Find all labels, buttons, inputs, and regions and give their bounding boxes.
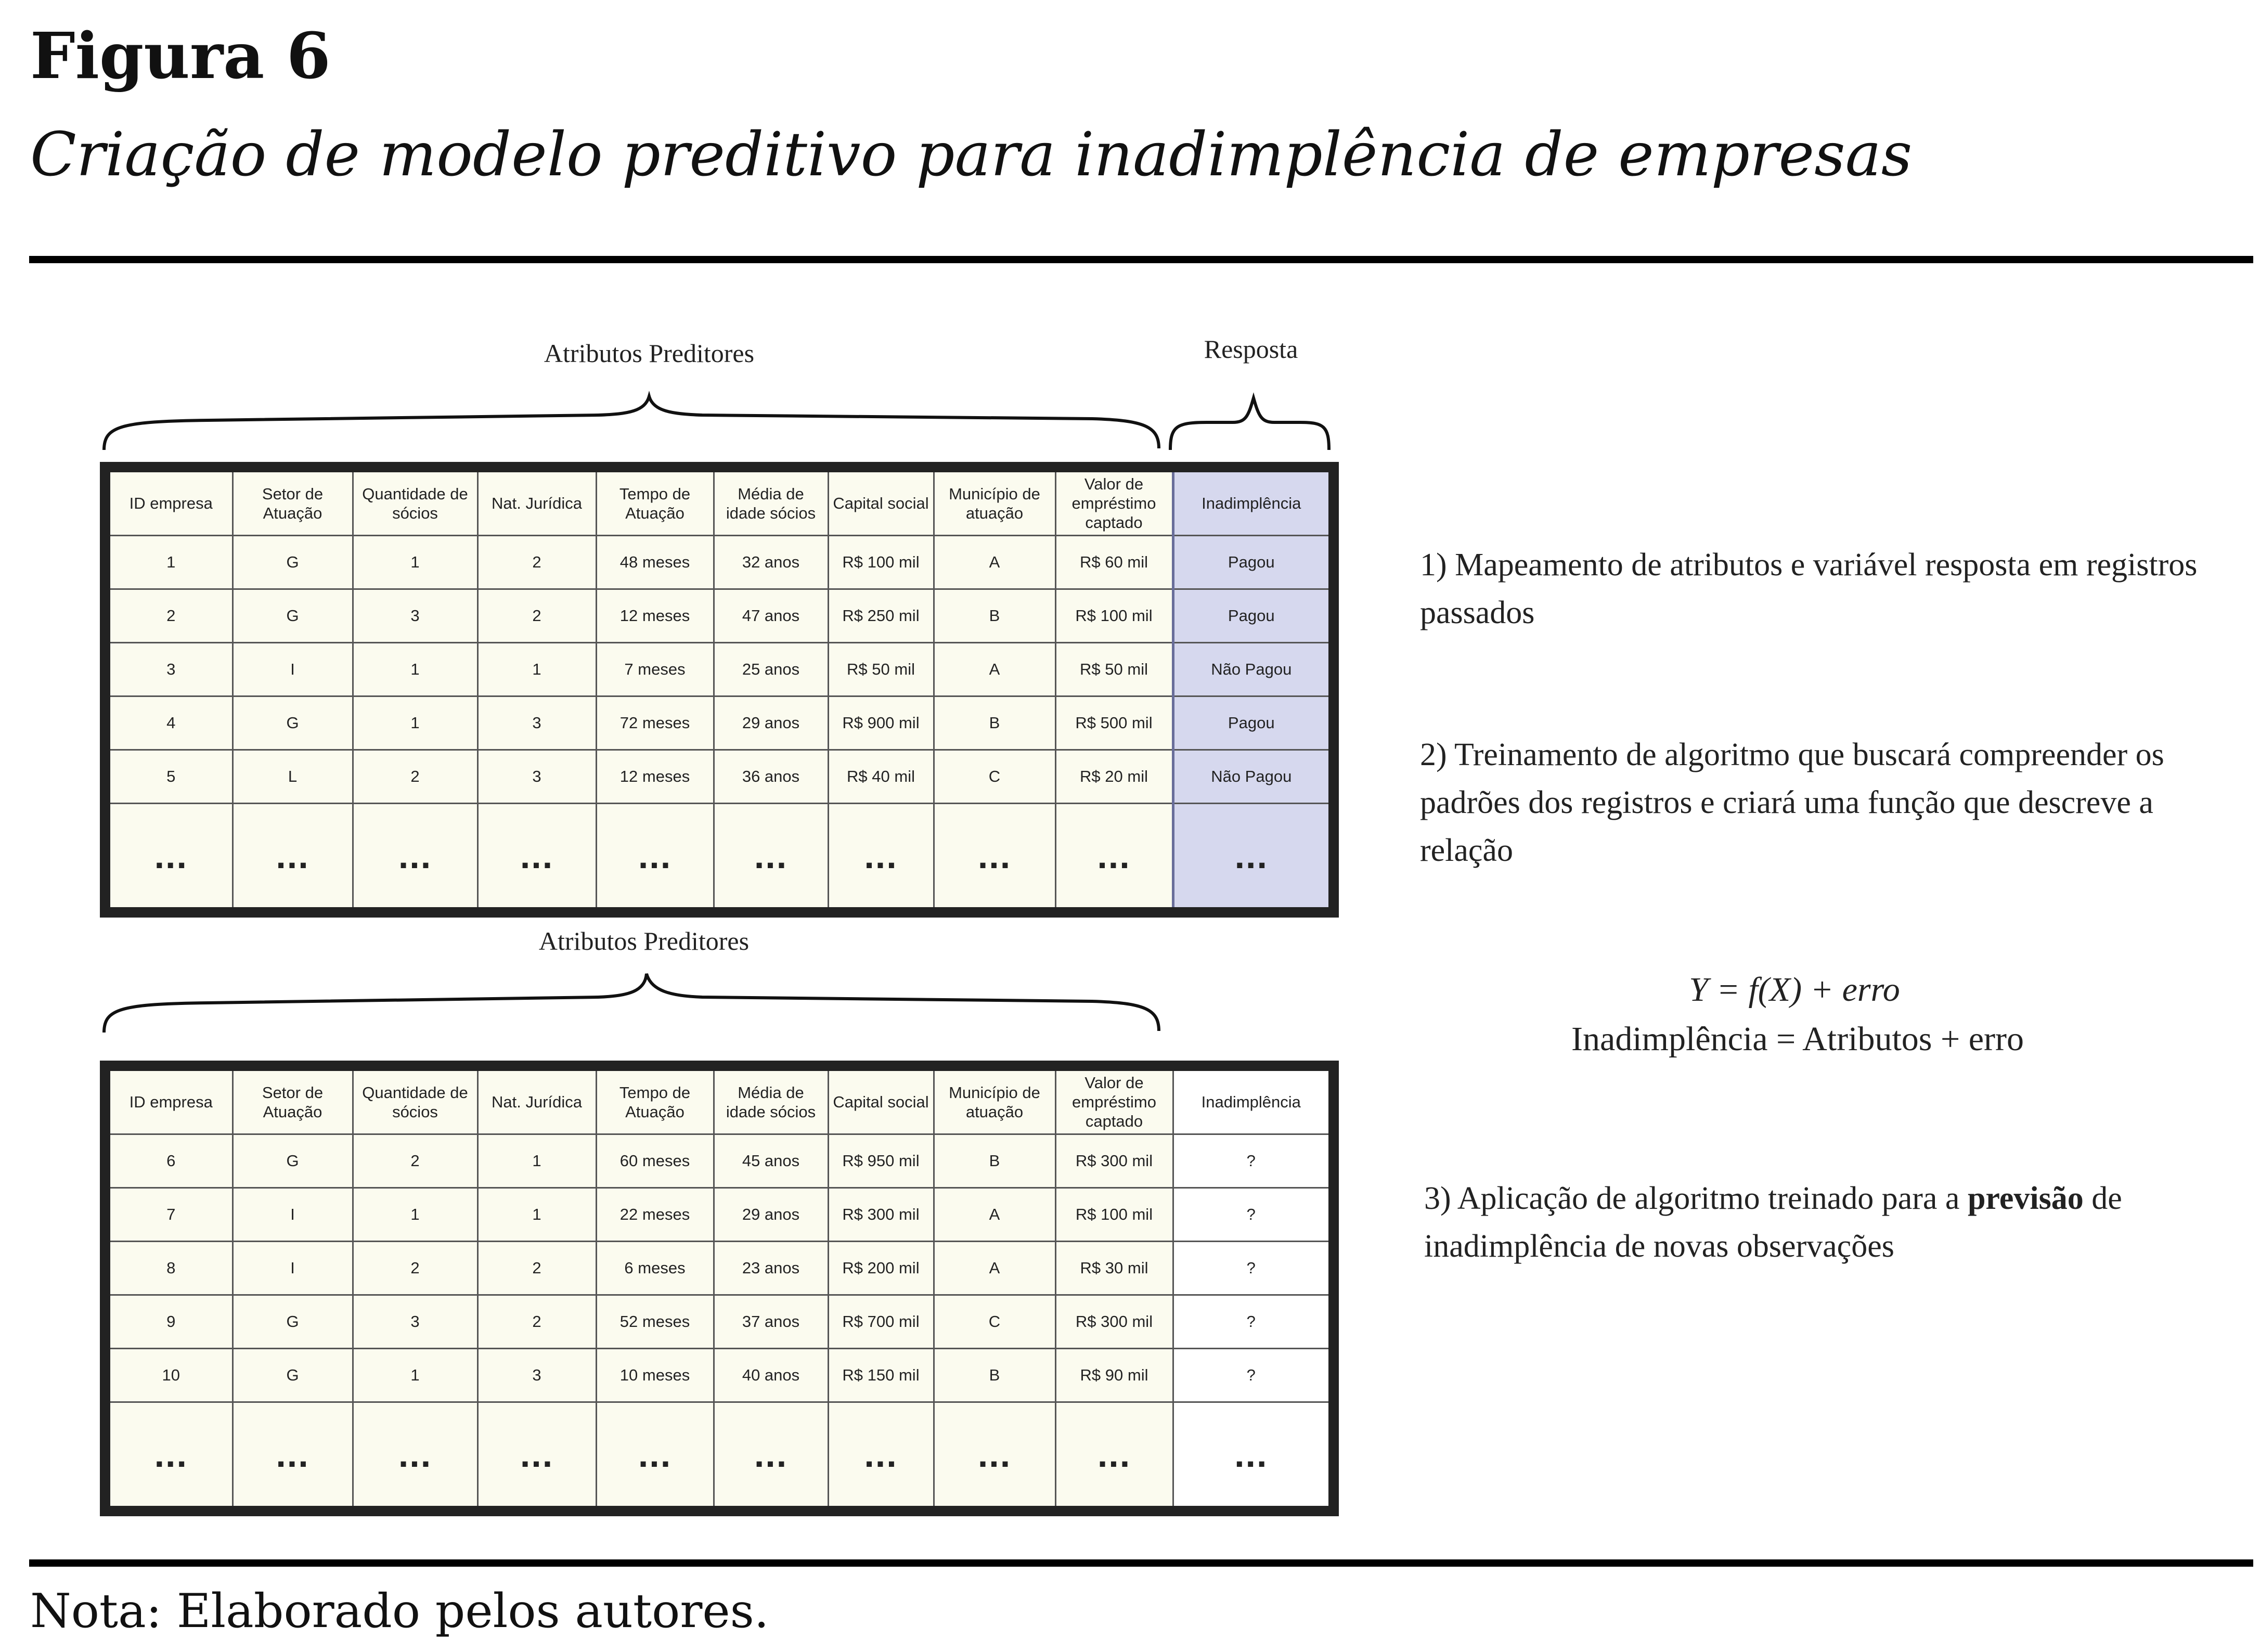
table-cell: A xyxy=(934,1241,1055,1295)
table-cell: G xyxy=(233,696,353,750)
table-cell: R$ 40 mil xyxy=(828,750,934,803)
column-header: Município de atuação xyxy=(934,1066,1055,1134)
table-cell: Pagou xyxy=(1173,589,1334,642)
ellipsis-cell: ... xyxy=(353,803,477,912)
ellipsis-cell: ... xyxy=(477,1402,596,1511)
column-header: Setor de Atuação xyxy=(233,1066,353,1134)
ellipsis-cell: ... xyxy=(596,803,714,912)
table-cell: 45 anos xyxy=(714,1134,828,1188)
table-cell: 52 meses xyxy=(596,1295,714,1348)
table-cell: A xyxy=(934,535,1055,589)
ellipsis-cell: ... xyxy=(596,1402,714,1511)
table-row xyxy=(105,750,1334,803)
table-row xyxy=(105,589,1334,642)
table-cell: 32 anos xyxy=(714,535,828,589)
table-cell: R$ 900 mil xyxy=(828,696,934,750)
table-cell: B xyxy=(934,1134,1055,1188)
ellipsis-row xyxy=(105,803,1334,912)
column-header: Nat. Jurídica xyxy=(477,1066,596,1134)
table-cell: R$ 50 mil xyxy=(828,642,934,696)
table-cell: R$ 100 mil xyxy=(828,535,934,589)
table-cell: 1 xyxy=(477,1188,596,1241)
table-cell: 40 anos xyxy=(714,1348,828,1402)
response-label: Resposta xyxy=(1204,334,1298,364)
table-cell: ? xyxy=(1173,1134,1334,1188)
column-header: Quantidade de sócios xyxy=(353,467,477,535)
header-row xyxy=(105,467,1334,535)
table-cell: 3 xyxy=(353,589,477,642)
table-cell: 2 xyxy=(477,535,596,589)
table-cell: Não Pagou xyxy=(1173,750,1334,803)
equation-formula: Y = f(X) + erro xyxy=(1689,971,1900,1009)
table-cell: 1 xyxy=(477,1134,596,1188)
table-cell: 29 anos xyxy=(714,1188,828,1241)
brace-predictors-top xyxy=(104,396,1159,450)
table-cell: 2 xyxy=(353,750,477,803)
table-cell: R$ 150 mil xyxy=(828,1348,934,1402)
column-header: Capital social xyxy=(828,1066,934,1134)
table-cell: 3 xyxy=(477,1348,596,1402)
ellipsis-cell: ... xyxy=(233,803,353,912)
table-cell: 47 anos xyxy=(714,589,828,642)
table-cell: 23 anos xyxy=(714,1241,828,1295)
table-cell: R$ 100 mil xyxy=(1055,1188,1173,1241)
table-cell: G xyxy=(233,589,353,642)
table-cell: Não Pagou xyxy=(1173,642,1334,696)
column-header: Valor de empréstimo captado xyxy=(1055,1066,1173,1134)
table-cell: G xyxy=(233,1134,353,1188)
table-cell: 6 meses xyxy=(596,1241,714,1295)
table-cell: Pagou xyxy=(1173,535,1334,589)
ellipsis-cell: ... xyxy=(105,1402,233,1511)
table-row xyxy=(105,1241,1334,1295)
ellipsis-cell: ... xyxy=(477,803,596,912)
ellipsis-cell: ... xyxy=(934,803,1055,912)
table-cell: L xyxy=(233,750,353,803)
table-cell: 1 xyxy=(477,642,596,696)
table-cell: R$ 950 mil xyxy=(828,1134,934,1188)
table-cell: 7 meses xyxy=(596,642,714,696)
table-cell: C xyxy=(934,1295,1055,1348)
table-cell: 2 xyxy=(353,1134,477,1188)
table-cell: 12 meses xyxy=(596,750,714,803)
ellipsis-row xyxy=(105,1402,1334,1511)
table-cell: 3 xyxy=(353,1295,477,1348)
table-cell: 5 xyxy=(105,750,233,803)
ellipsis-cell: ... xyxy=(1055,803,1173,912)
table-row xyxy=(105,1348,1334,1402)
table-cell: 1 xyxy=(353,642,477,696)
table-cell: R$ 200 mil xyxy=(828,1241,934,1295)
table-cell: R$ 250 mil xyxy=(828,589,934,642)
column-header: Quantidade de sócios xyxy=(353,1066,477,1134)
table-cell: I xyxy=(233,1241,353,1295)
table-cell: 3 xyxy=(477,696,596,750)
step-3-text xyxy=(1424,1175,2236,1270)
ellipsis-cell: ... xyxy=(934,1402,1055,1511)
table-cell: 2 xyxy=(353,1241,477,1295)
ellipsis-cell: ... xyxy=(1173,803,1334,912)
step-3-bold: previsão xyxy=(1967,1181,2084,1216)
table-cell: 25 anos xyxy=(714,642,828,696)
column-header: Valor de empréstimo captado xyxy=(1055,467,1173,535)
figure-note: Nota: Elaborado pelos autores. xyxy=(30,1584,769,1638)
table-cell: R$ 300 mil xyxy=(828,1188,934,1241)
step-1-text: 1) Mapeamento de atributos e variável resposta em registros passados xyxy=(1420,547,2198,630)
table-row xyxy=(105,1188,1334,1241)
column-header: ID empresa xyxy=(105,1066,233,1134)
table-cell: A xyxy=(934,1188,1055,1241)
table-cell: 7 xyxy=(105,1188,233,1241)
table-cell: R$ 300 mil xyxy=(1055,1134,1173,1188)
table-row xyxy=(105,1134,1334,1188)
table-cell: 1 xyxy=(353,1188,477,1241)
ellipsis-cell: ... xyxy=(714,1402,828,1511)
step-3-post: de inadimplência de novas observações xyxy=(1424,1181,2122,1264)
table-cell: 3 xyxy=(105,642,233,696)
table-cell: R$ 30 mil xyxy=(1055,1241,1173,1295)
figure-title: Criação de modelo preditivo para inadimplência de empresas xyxy=(30,120,1913,190)
table-cell: 10 xyxy=(105,1348,233,1402)
table-cell: 29 anos xyxy=(714,696,828,750)
table-cell: G xyxy=(233,535,353,589)
table-cell: B xyxy=(934,696,1055,750)
table-cell: R$ 90 mil xyxy=(1055,1348,1173,1402)
equation-description: Inadimplência = Atributos + erro xyxy=(1571,1020,2024,1058)
table-row xyxy=(105,535,1334,589)
step-2-text: 2) Treinamento de algoritmo que buscará compreender os padrões dos registros e criará uma função que descreve a relação xyxy=(1420,737,2164,868)
table-cell: R$ 100 mil xyxy=(1055,589,1173,642)
column-header: Inadimplência xyxy=(1173,467,1334,535)
column-header: Município de atuação xyxy=(934,467,1055,535)
predictors-label-top: Atributos Preditores xyxy=(544,339,755,368)
table-cell: 36 anos xyxy=(714,750,828,803)
table-cell: 48 meses xyxy=(596,535,714,589)
column-header: Nat. Jurídica xyxy=(477,467,596,535)
table-cell: G xyxy=(233,1348,353,1402)
table-cell: 22 meses xyxy=(596,1188,714,1241)
column-header: Capital social xyxy=(828,467,934,535)
column-header: Inadimplência xyxy=(1173,1066,1334,1134)
table-cell: 9 xyxy=(105,1295,233,1348)
ellipsis-cell: ... xyxy=(105,803,233,912)
ellipsis-cell: ... xyxy=(828,1402,934,1511)
figure-label: Figura 6 xyxy=(30,18,331,93)
column-header: Tempo de Atuação xyxy=(596,1066,714,1134)
column-header: ID empresa xyxy=(105,467,233,535)
table-cell: 2 xyxy=(477,589,596,642)
table-cell: 4 xyxy=(105,696,233,750)
table-cell: C xyxy=(934,750,1055,803)
table-cell: ? xyxy=(1173,1348,1334,1402)
table-cell: 1 xyxy=(105,535,233,589)
table-cell: 60 meses xyxy=(596,1134,714,1188)
table-cell: R$ 20 mil xyxy=(1055,750,1173,803)
table-cell: 1 xyxy=(353,1348,477,1402)
ellipsis-cell: ... xyxy=(714,803,828,912)
table-cell: 2 xyxy=(477,1295,596,1348)
column-header: Tempo de Atuação xyxy=(596,467,714,535)
table-cell: 3 xyxy=(477,750,596,803)
table-cell: R$ 60 mil xyxy=(1055,535,1173,589)
table-cell: ? xyxy=(1173,1241,1334,1295)
table-cell: I xyxy=(233,642,353,696)
table-cell: G xyxy=(233,1295,353,1348)
table-cell: Pagou xyxy=(1173,696,1334,750)
table-cell: A xyxy=(934,642,1055,696)
table-row xyxy=(105,642,1334,696)
table-cell: B xyxy=(934,589,1055,642)
table-cell: R$ 50 mil xyxy=(1055,642,1173,696)
table-cell: 37 anos xyxy=(714,1295,828,1348)
prediction-table xyxy=(100,1061,1339,1516)
table-cell: 1 xyxy=(353,696,477,750)
table-cell: 12 meses xyxy=(596,589,714,642)
table-cell: 6 xyxy=(105,1134,233,1188)
column-header: Média de idade sócios xyxy=(714,467,828,535)
table-cell: B xyxy=(934,1348,1055,1402)
table-cell: 10 meses xyxy=(596,1348,714,1402)
table-cell: ? xyxy=(1173,1295,1334,1348)
ellipsis-cell: ... xyxy=(1173,1402,1334,1511)
table-row xyxy=(105,696,1334,750)
header-row xyxy=(105,1066,1334,1134)
table-cell: 2 xyxy=(105,589,233,642)
column-header: Média de idade sócios xyxy=(714,1066,828,1134)
table-cell: R$ 500 mil xyxy=(1055,696,1173,750)
table-cell: 72 meses xyxy=(596,696,714,750)
bottom-rule xyxy=(29,1559,2253,1567)
ellipsis-cell: ... xyxy=(828,803,934,912)
brace-response xyxy=(1170,398,1329,450)
table-cell: 2 xyxy=(477,1241,596,1295)
training-table xyxy=(100,462,1339,918)
step-3-pre: 3) Aplicação de algoritmo treinado para a xyxy=(1424,1181,1968,1216)
table-cell: 8 xyxy=(105,1241,233,1295)
table-cell: R$ 300 mil xyxy=(1055,1295,1173,1348)
column-header: Setor de Atuação xyxy=(233,467,353,535)
table-cell: 1 xyxy=(353,535,477,589)
brace-predictors-bottom xyxy=(104,974,1159,1032)
ellipsis-cell: ... xyxy=(233,1402,353,1511)
table-row xyxy=(105,1295,1334,1348)
table-cell: I xyxy=(233,1188,353,1241)
ellipsis-cell: ... xyxy=(1055,1402,1173,1511)
table-cell: R$ 700 mil xyxy=(828,1295,934,1348)
predictors-label-bottom: Atributos Preditores xyxy=(538,926,750,956)
ellipsis-cell: ... xyxy=(353,1402,477,1511)
table-cell: ? xyxy=(1173,1188,1334,1241)
